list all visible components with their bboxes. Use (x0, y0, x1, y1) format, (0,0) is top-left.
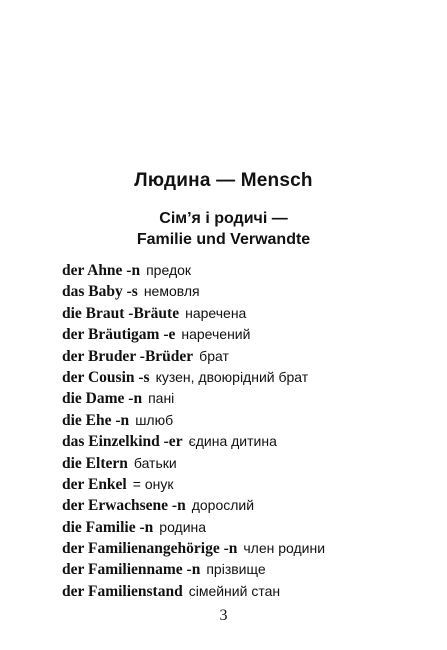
section-subtitle-de: Familie und Verwandte (136, 231, 311, 248)
german-word: das Einzelkind -er (62, 433, 183, 451)
german-word: der Familienangehörige -n (62, 540, 238, 558)
german-word: der Ahne -n (62, 262, 141, 279)
vocab-entry (62, 324, 432, 345)
ukrainian-translation: предок (146, 262, 192, 278)
vocab-entry (62, 431, 432, 452)
vocab-entry (62, 495, 432, 516)
german-word: der Familienstand (62, 582, 183, 600)
ukrainian-translation: єдина дитина (188, 433, 277, 450)
vocab-entry (62, 517, 432, 538)
vocab-entry (62, 388, 432, 409)
german-word: der Erwachsene -n (62, 497, 186, 515)
vocab-entry (62, 538, 432, 559)
vocab-entry (62, 281, 432, 302)
german-word: der Cousin -s (62, 368, 150, 386)
vocabulary-list (62, 260, 432, 602)
page-number: 3 (219, 607, 228, 624)
vocab-entry (62, 367, 432, 388)
german-word: das Baby -s (62, 283, 138, 301)
german-word: die Dame -n (62, 390, 143, 408)
german-word: der Familienname -n (62, 561, 201, 579)
ukrainian-translation: дорослий (191, 497, 255, 514)
ukrainian-translation: брат (199, 347, 229, 364)
ukrainian-translation: шлюб (135, 411, 174, 428)
german-word: der Bruder -Brüder (62, 347, 194, 365)
ukrainian-translation: сімейний стан (188, 582, 281, 599)
vocab-entry (62, 410, 432, 431)
ukrainian-translation: кузен, двоюрідний брат (155, 368, 309, 385)
vocab-entry (62, 453, 432, 474)
ukrainian-translation: член родини (243, 540, 326, 557)
ukrainian-translation: родина (159, 518, 207, 535)
german-word: der Enkel (62, 475, 127, 493)
page-title: Людина — Mensch (134, 170, 313, 191)
german-word: die Familie -n (62, 518, 154, 536)
ukrainian-translation: наречений (181, 326, 251, 343)
ukrainian-translation: пані (148, 390, 175, 407)
ukrainian-translation: батьки (133, 454, 177, 471)
german-word: die Braut -Bräute (62, 304, 180, 322)
section-subtitle-uk: Сім’я і родичі — (159, 210, 288, 227)
vocab-entry (62, 559, 432, 580)
ukrainian-translation: = онук (132, 475, 174, 492)
ukrainian-translation: прізвище (206, 561, 266, 578)
german-word: die Ehe -n (62, 411, 130, 429)
german-word: der Bräutigam -e (62, 326, 176, 344)
vocab-entry (62, 303, 432, 324)
vocab-entry (62, 260, 432, 281)
vocab-entry (62, 474, 432, 495)
ukrainian-translation: наречена (185, 304, 247, 321)
vocab-entry (62, 346, 432, 367)
german-word: die Eltern (62, 454, 128, 472)
ukrainian-translation: немовля (143, 283, 200, 300)
vocab-entry (62, 581, 432, 602)
